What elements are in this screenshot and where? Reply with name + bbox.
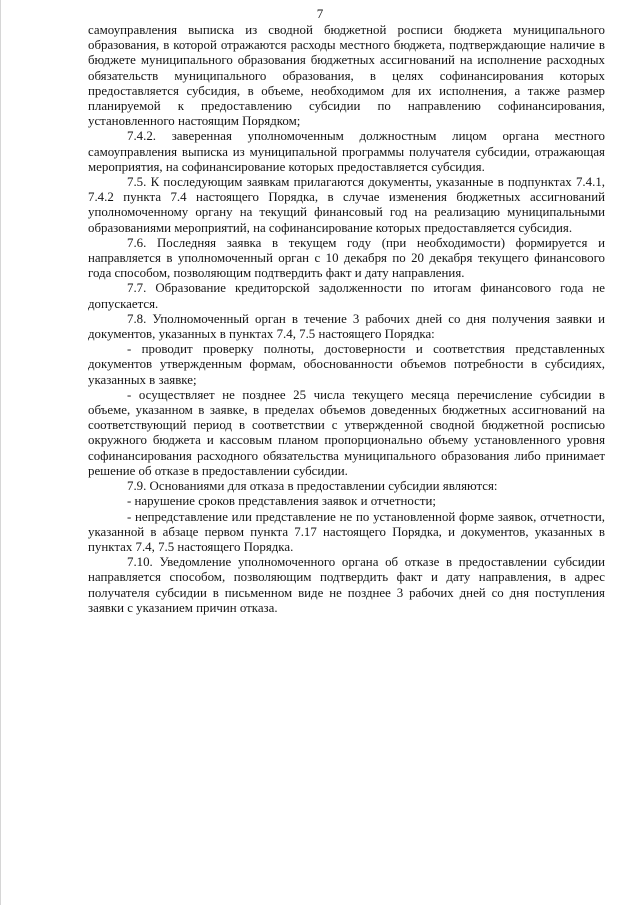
- paragraph-7-9: 7.9. Основаниями для отказа в предоставлении субсидии являются:: [127, 479, 498, 494]
- scan-edge-line: [0, 0, 1, 905]
- paragraph-7-4-1-continuation: самоуправления выписка из сводной бюджетной росписи бюджета муниципального образования, в которой отражаются расходы местного бюджета, подтверждающие наличие в бюджете муниципального образования бюджетных ассигнований на исполнение расходных обязательств муниципального образования, в целях софинансирования которых предоставляется субсидия, в объеме, необходимом для их исполнения, а также размер планируемой к предоставлению субсидии по направлению софинансирования, установленного настоящим Порядком;: [88, 23, 605, 129]
- list-item-check-documents: - проводит проверку полноты, достоверности и соответствия представленных документов утвержденным формам, обоснованности объемов потребности в субсидиях, указанных в заявке;: [88, 342, 605, 387]
- list-item-non-submission: - непредставление или представление не по установленной форме заявок, отчетности, указанной в абзаце первом пункта 7.17 настоящего Порядка, и документов, указанных в пунктах 7.4, 7.5 настоящего Порядка.: [88, 509, 605, 554]
- paragraph-7-6: 7.6. Последняя заявка в текущем году (при необходимости) формируется и направляется в уполномоченный орган с 10 декабря по 20 декабря текущего финансового года способом, позволяющим подтвердить факт и дату направления.: [88, 235, 605, 281]
- paragraph-7-4-2: 7.4.2. заверенная уполномоченным должностным лицом органа местного самоуправления выписка из муниципальной программы получателя субсидии, отражающая мероприятия, на софинансирование которых предоставляется субсидия.: [88, 129, 605, 174]
- document-body: [88, 23, 605, 616]
- paragraph-7-8: 7.8. Уполномоченный орган в течение 3 рабочих дней со дня получения заявки и документов, указанных в пунктах 7.4, 7.5 настоящего Порядка:: [88, 311, 605, 342]
- page-number: 7: [316, 6, 324, 21]
- list-item-deadline-violation: - нарушение сроков представления заявок и отчетности;: [127, 494, 436, 509]
- paragraph-7-10: 7.10. Уведомление уполномоченного органа об отказе в предоставлении субсидии направляется способом, позволяющим подтвердить факт и дату направления, в адрес получателя субсидии в письменном виде не позднее 3 рабочих дней со дня поступления заявки с указанием причин отказа.: [88, 555, 605, 615]
- list-item-transfer-subsidy: - осуществляет не позднее 25 числа текущего месяца перечисление субсидии в объеме, указанном в заявке, в пределах объемов доведенных бюджетных ассигнований на соответствующий период в соответствии с утвержденной сводной бюджетной росписью окружного бюджета и кассовым планом пропорционально объему установленного уровня софинансирования расходного обязательства муниципального образования либо принимает решение об отказе в предоставлении субсидии.: [88, 387, 605, 478]
- paragraph-7-7: 7.7. Образование кредиторской задолженности по итогам финансового года не допускается.: [88, 281, 605, 311]
- paragraph-7-5: 7.5. К последующим заявкам прилагаются документы, указанные в подпунктах 7.4.1, 7.4.2 пункта 7.4 настоящего Порядка, в случае изменения бюджетных ассигнований уполномоченному органу на текущий финансовый год на реализацию муниципальными образованиями мероприятий, на софинансирование которых предоставляется субсидия.: [88, 175, 605, 235]
